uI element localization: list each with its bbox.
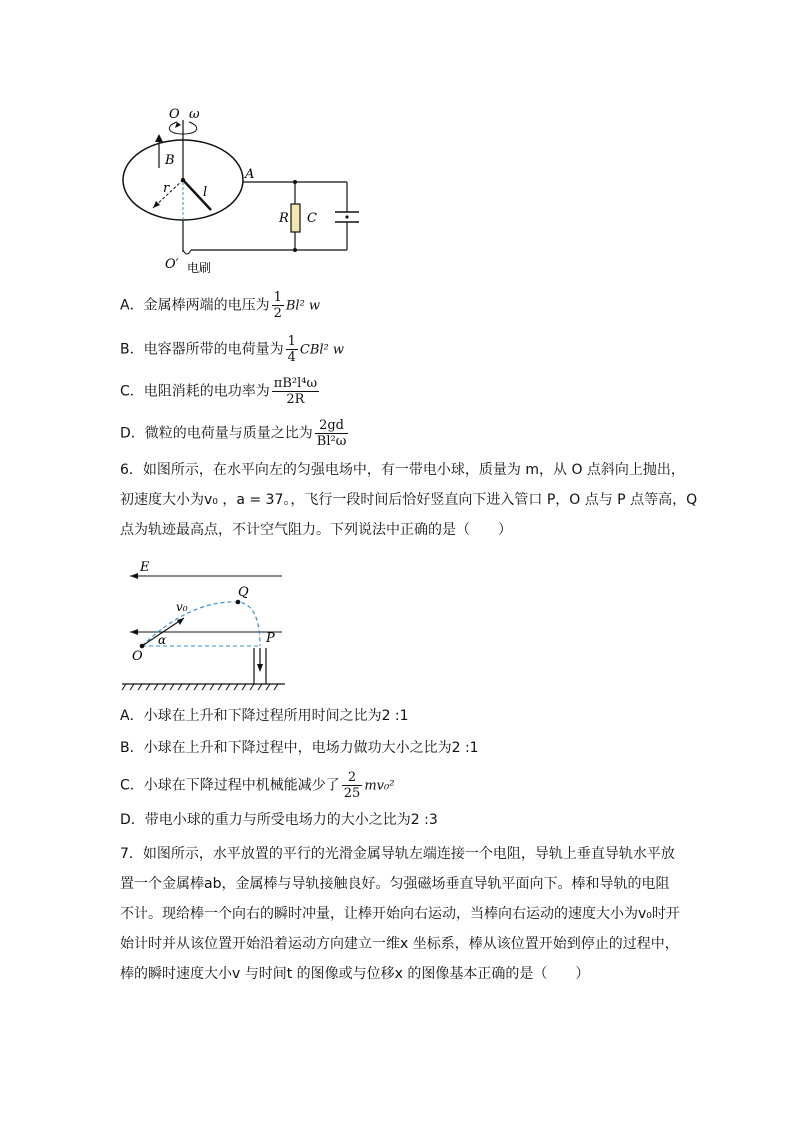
label-r: r [163,181,170,196]
q6-stem-line-1: 6．如图所示，在水平向左的匀强电场中，有一带电小球，质量为 m，从 O 点斜向上抛出， [120,462,685,478]
fraction [272,376,319,407]
q5-option-c-text: C．电阻消耗的电功率为 [120,383,270,400]
fraction [342,770,363,801]
numerator: πB²l⁴ω [273,376,318,391]
denominator: 2R [286,392,305,407]
projectile-field-figure [120,558,295,693]
label-alpha: α [158,633,167,647]
numerator: 2gd [315,418,349,434]
label-P: P [266,631,275,646]
q6-stem-line-3: 点为轨迹最高点，不计空气阻力。下列说法中正确的是（ ） [120,522,512,538]
label-Q: Q [238,585,249,600]
math-expression: CBl² w [299,342,345,358]
q6-option-c [120,770,394,801]
q5-option-d-text: D．微粒的电荷量与质量之比为 [120,425,313,442]
q5-option-d [120,418,350,449]
label-l: l [203,185,208,200]
math-expression: mv₀² [364,778,395,794]
label-B: B [165,153,175,168]
q5-option-b-text: B．电容器所带的电荷量为 [120,341,284,358]
numerator: 1 [287,334,296,349]
q7-stem-line-2: 置一个金属棒ab，金属棒与导轨接触良好。匀强磁场垂直导轨平面向下。棒和导轨的电阻 [120,876,670,892]
denominator: 4 [287,350,296,365]
q5-option-a [120,290,320,321]
q6-stem-line-2: 初速度大小为v₀ ，a = 37。，飞行一段时间后恰好竖直向下进入管口 P，O 点与 P 点等高，Q [120,492,698,508]
fraction [315,418,349,449]
fraction [286,334,298,365]
math-expression: Bl² w [285,298,321,314]
label-v0: v₀ [176,600,188,614]
label-O: O [132,649,143,664]
label-R: R [279,211,289,226]
label-O-prime: O′ [165,257,179,272]
label-A: A [245,167,255,182]
q5-option-c [120,376,321,407]
q5-option-b [120,334,344,365]
q6-option-c-text: C．小球在下降过程中机械能减少了 [120,777,340,794]
q7-stem-line-3: 不计。现给棒一个向右的瞬时冲量，让棒开始向右运动，当棒向右运动的速度大小为v₀时开 [120,906,680,922]
label-E: E [140,560,150,575]
fraction [272,290,284,321]
rotating-disk-circuit-figure [115,100,365,280]
numerator: 1 [273,290,282,305]
q6-option-b: B．小球在上升和下降过程中，电场力做功大小之比为2 :1 [120,740,479,756]
q5-option-a-text: A．金属棒两端的电压为 [120,297,270,314]
q7-stem-line-5: 棒的瞬时速度大小v 与时间t 的图像或与位移x 的图像基本正确的是（ ） [120,966,590,982]
denominator: Bl²ω [316,434,347,449]
label-O: O [169,107,180,122]
q6-option-a: A．小球在上升和下降过程所用时间之比为2 :1 [120,708,409,724]
denominator: 25 [343,786,361,801]
q7-stem-line-4: 始计时并从该位置开始沿着运动方向建立一维x 坐标系，棒从该位置开始到停止的过程中， [120,936,679,952]
q6-option-d: D．带电小球的重力与所受电场力的大小之比为2 :3 [120,812,438,828]
label-C: C [307,211,317,226]
label-brush: 电刷 [187,261,212,275]
label-omega: ω [189,107,200,122]
numerator: 2 [342,770,363,786]
q7-stem-line-1: 7．如图所示，水平放置的平行的光滑金属导轨左端连接一个电阻，导轨上垂直导轨水平放 [120,846,675,862]
denominator: 2 [273,306,282,321]
